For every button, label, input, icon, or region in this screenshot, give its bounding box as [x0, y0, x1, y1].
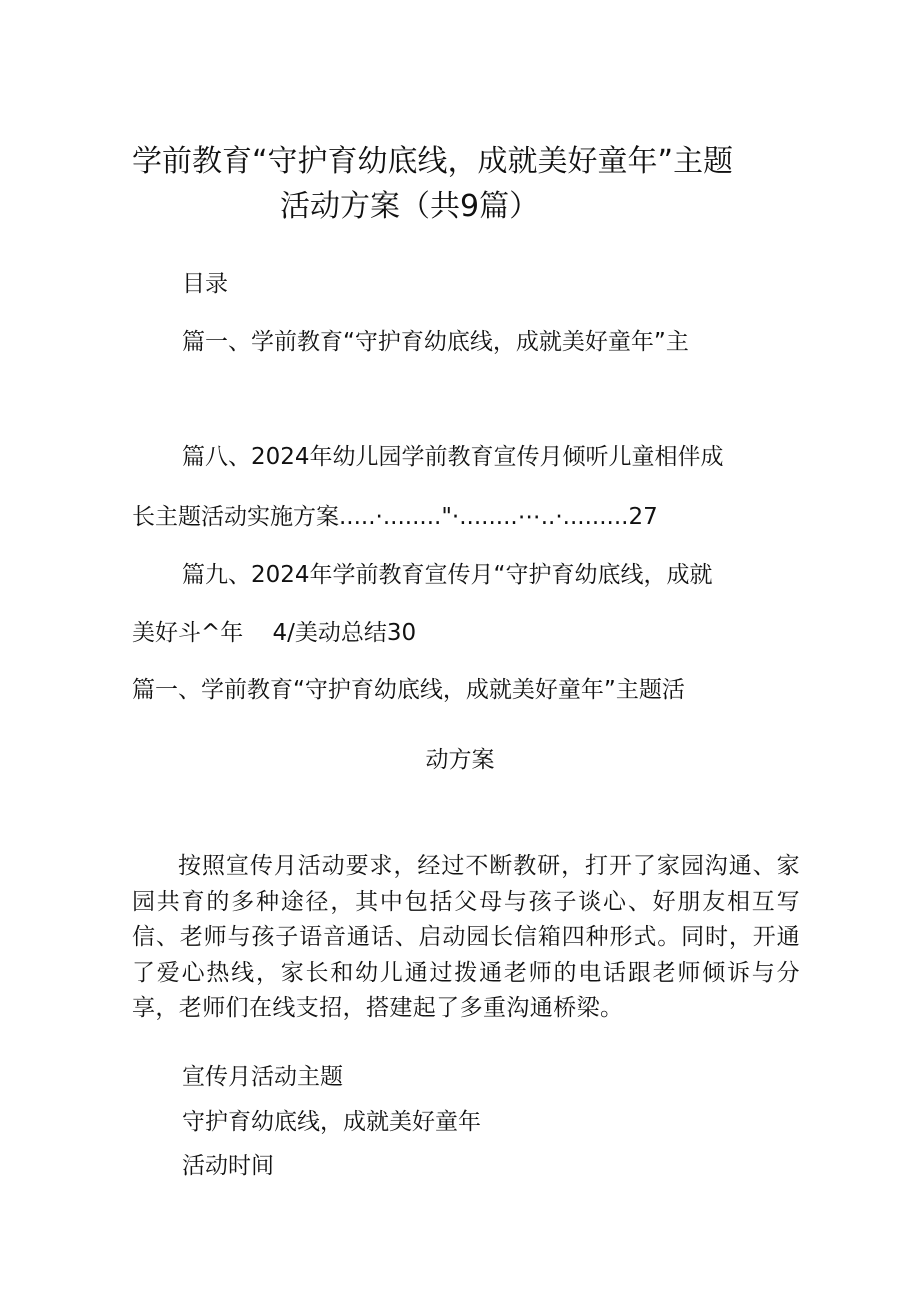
- section-title-line-1: 篇一、学前教育“守护育幼底线，成就美好童年”主题活: [132, 677, 685, 703]
- time-heading: 活动时间: [182, 1153, 274, 1179]
- document-title-line-2: 活动方案（共9篇）: [280, 189, 540, 224]
- toc-entry-8-line-1[interactable]: 篇八、2024年幼儿园学前教育宣传月倾听儿童相伴成: [182, 444, 724, 470]
- theme-text: 守护育幼底线，成就美好童年: [182, 1109, 481, 1135]
- theme-heading: 宣传月活动主题: [182, 1064, 343, 1090]
- section-title-line-2: 动方案: [425, 747, 495, 773]
- toc-entry-1[interactable]: 篇一、学前教育“守护育幼底线，成就美好童年”主: [182, 329, 689, 355]
- document-title-line-1: 学前教育“守护育幼底线，成就美好童年”主题: [132, 144, 734, 179]
- toc-entry-9-line-1[interactable]: 篇九、2024年学前教育宣传月“守护育幼底线，成就: [182, 562, 713, 588]
- toc-entry-8-line-2[interactable]: 长主题活动实施方案.....·........"·........⋯..·.........27: [132, 504, 658, 530]
- body-paragraph: 按照宣传月活动要求，经过不断教研，打开了家园沟通、家园共育的多种途径，其中包括父母与孩子谈心、好朋友相互写信、老师与孩子语音通话、启动园长信箱四种形式。同时，开通了爱心热线，家长和幼儿通过拨通老师的电话跟老师倾诉与分享，老师们在线支招，搭建起了多重沟通桥梁。: [132, 853, 800, 1021]
- toc-entry-9-line-2[interactable]: 美好斗^年 4/美动总结30: [132, 620, 417, 646]
- toc-heading: 目录: [182, 271, 228, 297]
